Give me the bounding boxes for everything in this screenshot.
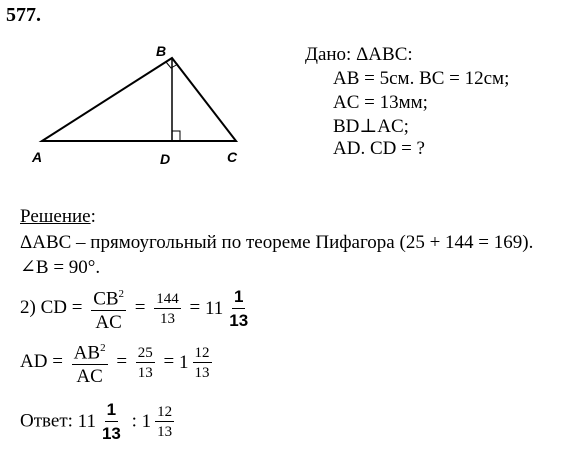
cd-formula xyxy=(20,284,254,333)
ad-equals-1: = xyxy=(116,351,128,373)
given-line-4: AD. CD = ? xyxy=(333,138,425,159)
answer-value-2 xyxy=(142,404,179,440)
cd-f2-denominator: 13 xyxy=(160,310,176,327)
ad-f1-exponent: 2 xyxy=(100,342,106,354)
given-line-1: AB = 5см. BC = 12см; xyxy=(333,68,510,89)
label-c: C xyxy=(227,149,238,165)
answer-whole-1: 11 xyxy=(77,411,96,432)
answer-f1-numerator: 1 xyxy=(105,400,118,422)
answer-f2-denominator: 13 xyxy=(157,424,173,440)
solution-line-2: ∠B = 90°. xyxy=(20,257,101,278)
problem-number: 577. xyxy=(6,4,41,26)
cd-f1-numerator: CB xyxy=(93,288,119,310)
ad-prefix: AD = xyxy=(20,351,63,373)
cd-equals-2: = xyxy=(189,297,201,319)
solution-line-1: ΔABC – прямоугольный по теореме Пифагора (25 + 144 = 169). xyxy=(20,232,534,253)
answer-whole-2: 1 xyxy=(141,411,152,432)
answer-separator: : xyxy=(131,410,137,432)
answer-f1-denominator: 13 xyxy=(101,424,121,443)
given-line-2: AC = 13мм; xyxy=(333,92,428,113)
ad-result-numerator: 12 xyxy=(194,344,210,361)
answer-fraction-1 xyxy=(100,400,123,444)
given-title: Дано: ΔABC: xyxy=(305,44,413,65)
right-angle-mark-d xyxy=(172,131,180,141)
triangle-diagram xyxy=(0,0,300,175)
ad-equals-2: = xyxy=(163,351,175,373)
label-a: A xyxy=(32,149,43,165)
ad-result xyxy=(179,345,216,381)
cd-prefix: 2) CD = xyxy=(20,297,83,319)
answer-value-1 xyxy=(78,400,127,444)
answer-fraction-2 xyxy=(155,404,174,440)
ad-f2-numerator: 25 xyxy=(137,344,153,361)
ad-formula xyxy=(20,338,216,387)
solution-colon: : xyxy=(90,206,96,227)
ad-result-denominator: 13 xyxy=(194,364,210,381)
ad-result-fraction xyxy=(193,345,212,381)
ad-f1-numerator: AB xyxy=(73,342,101,364)
cd-result-numerator: 1 xyxy=(232,287,245,309)
label-b: B xyxy=(156,43,167,59)
cd-result-whole: 11 xyxy=(204,297,224,319)
triangle-abc xyxy=(42,58,236,141)
cd-result xyxy=(205,287,254,331)
cd-f1-denominator: AC xyxy=(95,312,122,334)
cd-result-fraction xyxy=(227,287,250,331)
ad-f2-denominator: 13 xyxy=(137,364,153,381)
ad-fraction-2 xyxy=(136,345,155,381)
cd-fraction-1 xyxy=(91,284,126,333)
cd-f1-exponent: 2 xyxy=(118,288,125,300)
answer-line xyxy=(20,400,178,444)
solution-heading xyxy=(20,206,96,228)
cd-f2-numerator: 144 xyxy=(156,290,179,307)
cd-equals-1: = xyxy=(134,297,146,319)
ad-result-whole: 1 xyxy=(179,351,189,373)
answer-prefix: Ответ: xyxy=(20,410,73,432)
label-d: D xyxy=(160,151,171,167)
cd-fraction-2 xyxy=(154,291,181,327)
solution-title: Решение xyxy=(20,206,91,227)
answer-f2-numerator: 12 xyxy=(157,404,173,420)
given-line-3: BD⊥AC; xyxy=(333,116,409,137)
ad-fraction-1 xyxy=(72,338,108,387)
ad-f1-denominator: AC xyxy=(76,366,103,388)
cd-result-denominator: 13 xyxy=(229,310,249,330)
